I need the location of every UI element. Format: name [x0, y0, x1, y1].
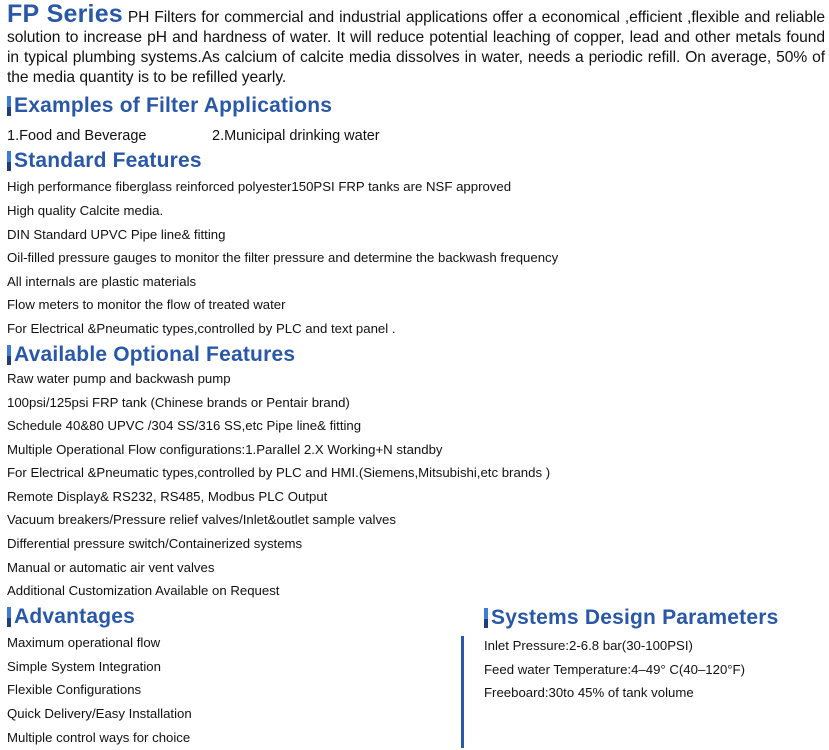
optional-item: Schedule 40&80 UPVC /304 SS/316 SS,etc Pipe line& fitting — [7, 418, 362, 433]
advantage-item: Quick Delivery/Easy Installation — [7, 706, 192, 721]
optional-item: For Electrical &Pneumatic types,controlled by PLC and HMI.(Siemens,Mitsubishi,etc brands ) — [7, 465, 551, 480]
standard-item: DIN Standard UPVC Pipe line& fitting — [7, 227, 226, 242]
standard-item: High performance fiberglass reinforced polyester150PSI FRP tanks are NSF approved — [7, 179, 512, 194]
advantage-item: Simple System Integration — [7, 659, 161, 674]
heading-text: Advantages — [14, 605, 136, 628]
divider-line — [461, 636, 464, 748]
standard-item: High quality Calcite media. — [7, 203, 164, 218]
section-heading-applications — [7, 94, 332, 118]
section-heading-standard — [7, 149, 202, 173]
optional-item: Additional Customization Available on Request — [7, 583, 280, 598]
standard-item: All internals are plastic materials — [7, 274, 197, 289]
advantage-item: Flexible Configurations — [7, 682, 142, 697]
section-heading-parameters — [484, 606, 779, 630]
heading-bar-icon — [7, 151, 11, 171]
parameter-item: Freeboard:30to 45% of tank volume — [484, 685, 694, 700]
optional-item: Manual or automatic air vent valves — [7, 560, 215, 575]
application-item: 1.Food and Beverage — [7, 128, 147, 144]
heading-bar-icon — [7, 96, 11, 116]
heading-bar-icon — [7, 345, 11, 365]
heading-text: Standard Features — [14, 149, 202, 172]
intro-text: PH Filters for commercial and industrial applications offer a economical ,efficient ,flexible and reliable solution to increase pH and hardness of water. It will reduce potential leaching of copper, lead and other metals found in typical plumbing systems.As calcium of calcite media dissolves in water, needs a periodic refill. On average, 50% of the media quantity is to be refilled yearly. — [7, 9, 825, 86]
standard-item: For Electrical &Pneumatic types,controlled by PLC and text panel . — [7, 321, 396, 336]
optional-item: 100psi/125psi FRP tank (Chinese brands or Pentair brand) — [7, 395, 350, 410]
heading-text: Examples of Filter Applications — [14, 94, 333, 117]
application-item: 2.Municipal drinking water — [212, 128, 380, 144]
optional-item: Remote Display& RS232, RS485, Modbus PLC Output — [7, 489, 328, 504]
advantage-item: Multiple control ways for choice — [7, 730, 191, 745]
heading-text: Systems Design Parameters — [491, 606, 779, 629]
heading-bar-icon — [484, 608, 488, 628]
applications-list — [7, 127, 380, 145]
section-heading-advantages — [7, 605, 135, 629]
heading-text: Available Optional Features — [14, 343, 296, 366]
optional-item: Multiple Operational Flow configurations:1.Parallel 2.X Working+N standby — [7, 442, 443, 457]
section-heading-optional — [7, 343, 295, 367]
optional-item: Raw water pump and backwash pump — [7, 371, 231, 386]
heading-bar-icon — [7, 607, 11, 627]
advantage-item: Maximum operational flow — [7, 635, 161, 650]
optional-item: Differential pressure switch/Containerized systems — [7, 536, 303, 551]
intro-paragraph — [7, 0, 825, 88]
brand-title: FP Series — [7, 0, 123, 28]
parameter-item: Feed water Temperature:4–49° C(40–120°F) — [484, 662, 746, 677]
optional-item: Vacuum breakers/Pressure relief valves/Inlet&outlet sample valves — [7, 512, 396, 527]
standard-item: Oil-filled pressure gauges to monitor the filter pressure and determine the backwash frequency — [7, 250, 559, 265]
parameter-item: Inlet Pressure:2-6.8 bar(30-100PSI) — [484, 638, 693, 653]
standard-item: Flow meters to monitor the flow of treated water — [7, 297, 286, 312]
